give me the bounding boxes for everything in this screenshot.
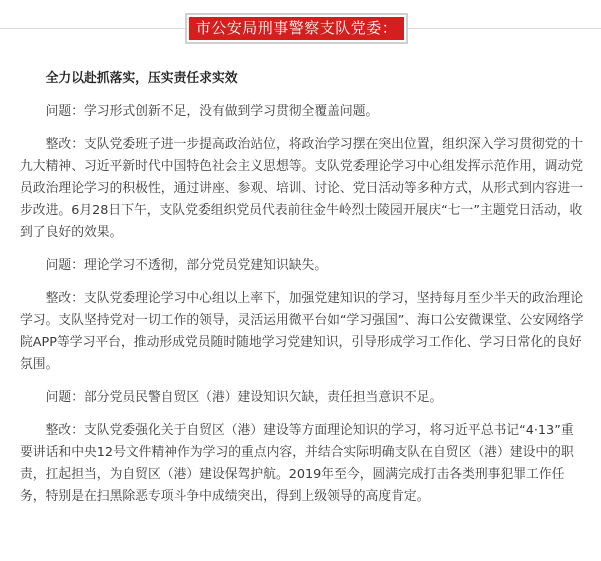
problem-paragraph-3: 问题：部分党员民警自贸区（港）建设知识欠缺，责任担当意识不足。 <box>45 390 443 405</box>
header-title-frame <box>185 13 408 44</box>
problem-paragraph-2: 问题：理论学习不透彻，部分党员党建知识缺失。 <box>45 258 328 273</box>
problem-paragraph-1: 问题：学习形式创新不足，没有做到学习贯彻全覆盖问题。 <box>45 104 379 119</box>
section-header <box>0 0 601 56</box>
header-title: 市公安局刑事警察支队党委： <box>189 17 404 40</box>
rectification-paragraph-1: 整改：支队党委班子进一步提高政治站位，将政治学习摆在突出位置，组织深入学习贯彻党的十九大精神、习近平新时代中国特色社会主义思想等。支队党委理论学习中心组发挥示范作用，调动党员政治理论学习的积极性，通过讲座、参观、培训、讨论、党日活动等多种方式，从形式到内容进一步改进。6月28日下午，支队党委组织党员代表前往金牛岭烈士陵园开展庆“七一”主题党日活动，收到了良好的效果。 <box>20 137 584 240</box>
rectification-paragraph-2: 整改：支队党委理论学习中心组以上率下，加强党建知识的学习，坚持每月至少半天的政治理论学习。支队坚持党对一切工作的领导，灵活运用微平台如“学习强国”、海口公安微课堂、公安网络学院APP等学习平台，推动形成党员随时随地学习党建知识，引导形成学习工作化、学习日常化的良好氛围。 <box>20 291 584 372</box>
rectification-paragraph-3: 整改：支队党委强化关于自贸区（港）建设等方面理论知识的学习，将习近平总书记“4·13”重要讲话和中央12号文件精神作为学习的重点内容，并结合实际明确支队在自贸区（港）建设中的职责，扛起担当，为自贸区（港）建设保驾护航。2019年至今，圆满完成打击各类刑事犯罪工作任务，特别是在扫黑除恶专项斗争中成绩突出，得到上级领导的高度肯定。 <box>20 423 574 504</box>
article-body <box>20 68 586 508</box>
article-headline: 全力以赴抓落实，压实责任求实效 <box>45 71 238 86</box>
